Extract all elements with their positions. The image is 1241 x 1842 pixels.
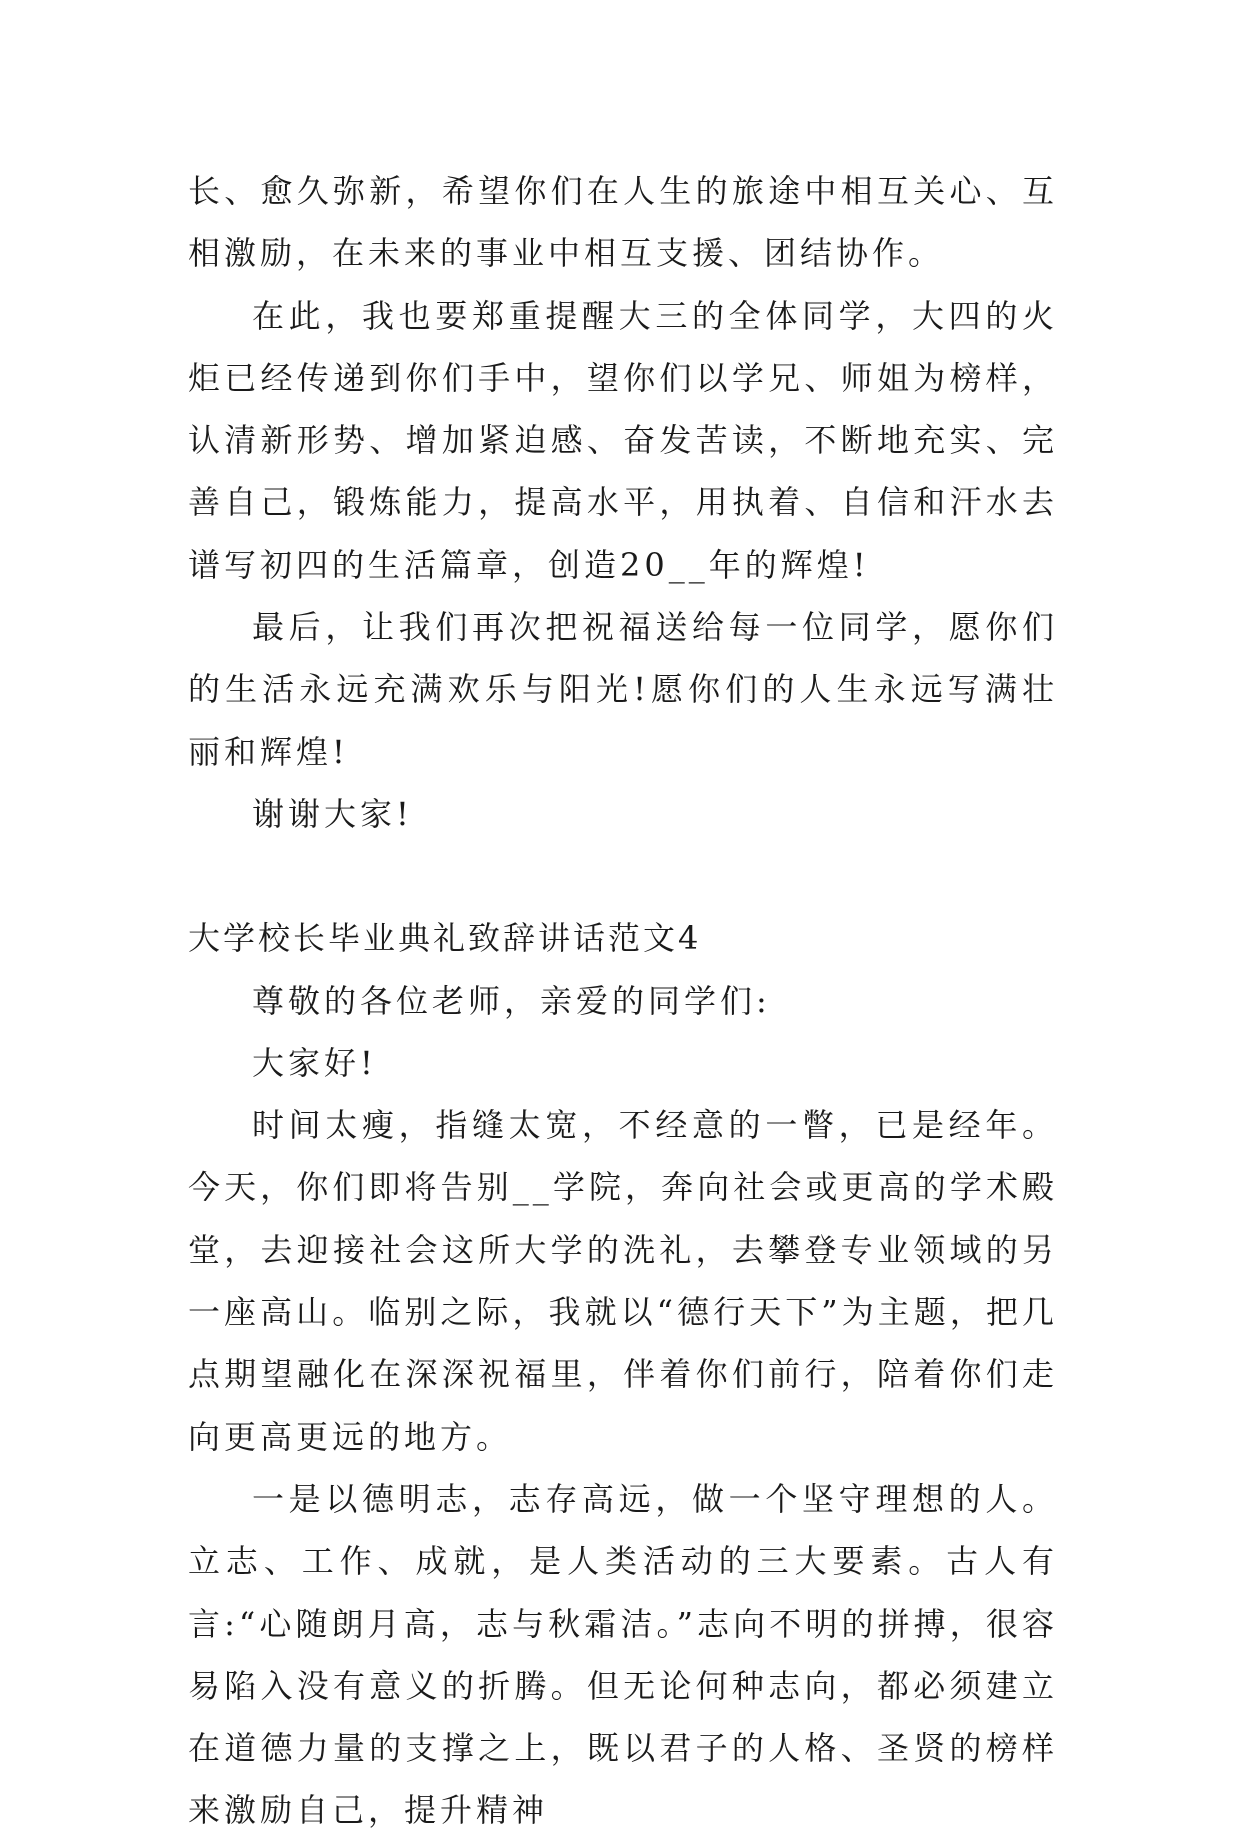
section-title: 大学校长毕业典礼致辞讲话范文4 bbox=[188, 919, 702, 958]
paragraph-greeting: 大家好! bbox=[252, 1043, 377, 1082]
paragraph-blessing: 最后，让我们再次把祝福送给每一位同学，愿你们的生活永远充满欢乐与阳光!愿你们的人生永远写满壮丽和辉煌! bbox=[188, 608, 1058, 771]
paragraph-thanks: 谢谢大家! bbox=[252, 794, 413, 833]
paragraph-salutation: 尊敬的各位老师，亲爱的同学们: bbox=[252, 981, 771, 1020]
paragraph-reminder: 在此，我也要郑重提醒大三的全体同学，大四的火炬已经传递到你们手中，望你们以学兄、师姐为榜样，认清新形势、增加紧迫感、奋发苦读，不断地充实、完善自己，锻炼能力，提高水平，用执着、自信和汗水去谱写初四的生活篇章，创造20__年的辉煌! bbox=[188, 296, 1058, 584]
document-body bbox=[188, 160, 1058, 1842]
paragraph-intro: 时间太瘦，指缝太宽，不经意的一瞥，已是经年。今天，你们即将告别__学院，奔向社会或更高的学术殿堂，去迎接社会这所大学的洗礼，去攀登专业领域的另一座高山。临别之际，我就以“德行天下”为主题，把几点期望融化在深深祝福里，伴着你们前行，陪着你们走向更高更远的地方。 bbox=[188, 1106, 1058, 1456]
paragraph-continuation: 长、愈久弥新，希望你们在人生的旅途中相互关心、互相激励，在未来的事业中相互支援、团结协作。 bbox=[188, 172, 1058, 273]
paragraph-point-one: 一是以德明志，志存高远，做一个坚守理想的人。立志、工作、成就，是人类活动的三大要素。古人有言:“心随朗月高，志与秋霜洁。”志向不明的拼搏，很容易陷入没有意义的折腾。但无论何种志向，都必须建立在道德力量的支撑之上，既以君子的人格、圣贤的榜样来激励自己，提升精神 bbox=[188, 1479, 1058, 1830]
